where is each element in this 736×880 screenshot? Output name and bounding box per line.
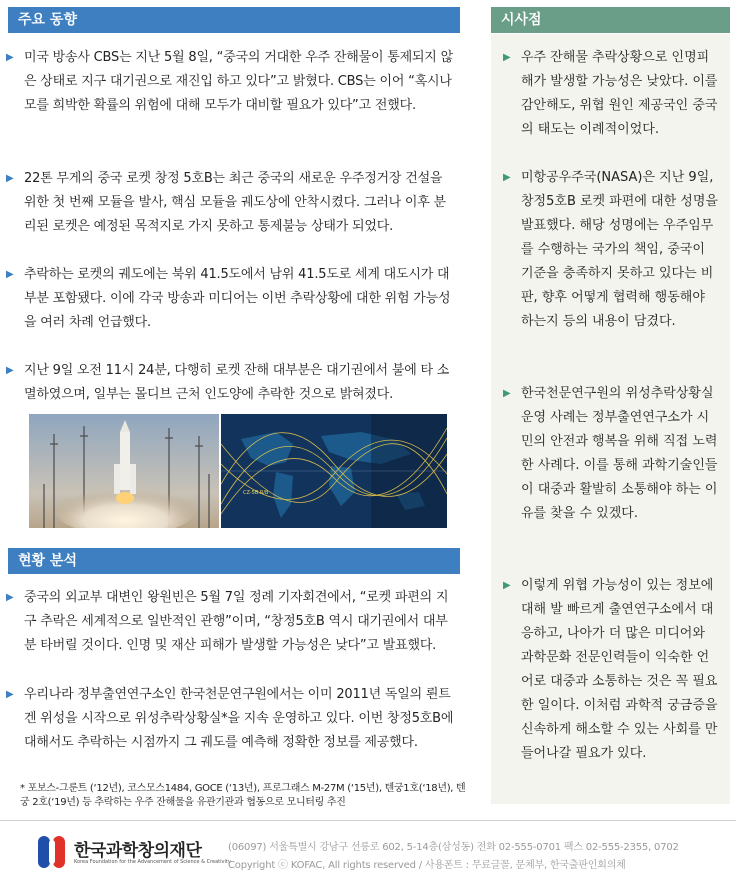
bullet-arrow-icon: ▶ [6, 269, 14, 280]
bullet-arrow-icon: ▶ [503, 172, 511, 183]
bullet-arrow-icon: ▶ [6, 365, 14, 376]
footer-divider [0, 820, 736, 821]
footer-address: (06097) 서울특별시 강남구 선릉로 602, 5-14층(삼성동) 전화 02-555-0701 팩스 02-555-2355, 0702 [228, 842, 679, 853]
footnote: * 포보스-그룬트 (‘12년), 코스모스1484, GOCE (‘13년), 프로그래스 M-27M (‘15년), 텐궁1호(‘18년), 텐궁 2호(‘19년) 등 추락하는 우주 잔해물을 유관기관과 협동으로 모니터링 추진 [20, 783, 466, 808]
rocket-launch-image [29, 414, 219, 528]
kofac-logo-icon [36, 832, 70, 872]
bullet-arrow-icon: ▶ [6, 689, 14, 700]
trend-paragraph-4: ▶ 지난 9일 오전 11시 24분, 다행히 로켓 잔해 대부분은 대기권에서 불에 타 소멸하였으며, 일부는 몰디브 근처 인도양에 추락한 것으로 밝혀졌다. [6, 359, 454, 407]
org-subtitle: Korea Foundation for the Advancement of Science & Creativity [74, 859, 231, 865]
trend-paragraph-2: ▶ 22톤 무게의 중국 로켓 창정 5호B는 최근 중국의 새로운 우주정거장 건설을 위한 첫 번째 모듈을 발사, 핵심 모듈을 궤도상에 안착시켰다. 그러나 이후 분리된 로켓은 예정된 목적지로 가지 못하고 통제불능 상태가 되었다. [6, 167, 454, 239]
rocket-launch-photo [29, 414, 219, 528]
bullet-arrow-icon: ▶ [503, 388, 511, 399]
footer-copyright: Copyright ⓒ KOFAC, All rights reserved / 사용폰트 : 무료글꼴, 문체부, 한국출판인회의체 [228, 860, 626, 871]
bullet-arrow-icon: ▶ [503, 52, 511, 63]
implication-paragraph-4: ▶ 이렇게 위협 가능성이 있는 정보에 대해 발 빠르게 출연연구소에서 대응하고, 나아가 더 많은 미디어와 과학문화 전문인력들이 익숙한 언어로 대중과 소통하는 것은 꼭 필요한 일이다. 이처럼 과학적 궁금증을 신속하게 해소할 수 있는 사회를 만들어나갈 필요가 있다. [503, 574, 720, 766]
analysis-paragraph-1: ▶ 중국의 외교부 대변인 왕원빈은 5월 7일 정례 기자회견에서, “로켓 파편의 지구 추락은 세계적으로 일반적인 관행”이며, “창정5호B 역시 대기권에서 대부분 타버릴 것이다. 인명 및 재산 피해가 발생할 가능성은 낮다”고 발표했다. [6, 586, 454, 658]
implication-paragraph-1: ▶ 우주 잔해물 추락상황으로 인명피해가 발생할 가능성은 낮았다. 이를 감안해도, 위협 원인 제공국인 중국의 태도는 이례적이었다. [503, 46, 720, 142]
trend-paragraph-1: ▶ 미국 방송사 CBS는 지난 5월 8일, “중국의 거대한 우주 잔해물이 통제되지 않은 상태로 지구 대기권으로 재진입 하고 있다”고 밝혔다. CBS는 이어 “혹시나 모를 희박한 확률의 위험에 대해 모두가 대비할 필요가 있다”고 전했다. [6, 46, 454, 118]
implication-paragraph-3: ▶ 한국천문연구원의 위성추락상황실 운영 사례는 정부출연연구소가 시민의 안전과 행복을 위해 직접 노력한 사례다. 이를 통해 과학기술인들이 대중과 활발히 소통해야 하는 이유를 찾을 수 있겠다. [503, 382, 720, 526]
analysis-paragraph-2: ▶ 우리나라 정부출연연구소인 한국천문연구원에서는 이미 2011년 독일의 뢴트겐 위성을 시작으로 위성추락상황실*을 지속 운영하고 있다. 이번 창정5호B에 대해서도 추락하는 시점까지 그 궤도를 예측해 정확한 정보를 제공했다. [6, 683, 454, 755]
bullet-arrow-icon: ▶ [6, 592, 14, 603]
orbit-map-image [221, 414, 447, 528]
section-header-analysis: 현황 분석 [8, 548, 460, 574]
orbit-map-graphic [221, 414, 447, 528]
trend-paragraph-3: ▶ 추락하는 로켓의 궤도에는 북위 41.5도에서 남위 41.5도로 세계 대도시가 대부분 포함됐다. 이에 각국 방송과 미디어는 이번 추락상황에 대한 위험 가능성을 여러 차례 언급했다. [6, 263, 454, 335]
bullet-arrow-icon: ▶ [503, 580, 511, 591]
section-header-trends: 주요 동향 [8, 7, 460, 33]
org-name: 한국과학창의재단 [74, 841, 202, 861]
section-header-implications: 시사점 [491, 7, 730, 33]
map-label: CZ-5B R/B [243, 490, 269, 496]
implication-paragraph-2: ▶ 미항공우주국(NASA)은 지난 9일, 창정5호B 로켓 파편에 대한 성명을 발표했다. 해당 성명에는 우주임무를 수행하는 국가의 책임, 중국이 기준을 충족하지 못하고 있다는 비판, 향후 어떻게 협력해 행동해야 하는지 등의 내용이 담겼다. [503, 166, 720, 334]
bullet-arrow-icon: ▶ [6, 173, 14, 184]
bullet-arrow-icon: ▶ [6, 52, 14, 63]
